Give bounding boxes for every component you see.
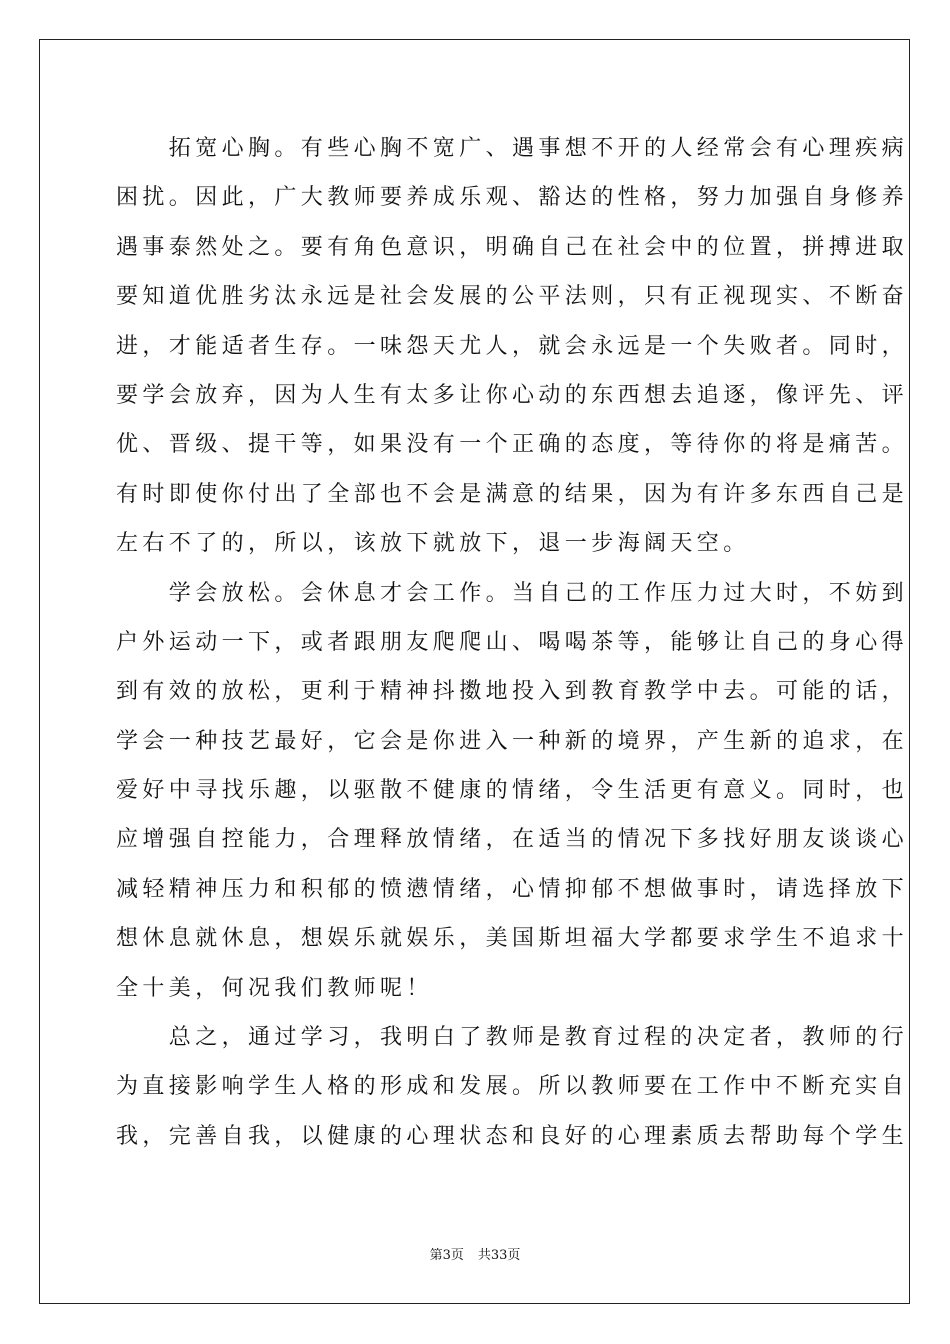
text-line: 应增强自控能力，合理释放情绪，在适当的情况下多找好朋友谈谈心: [116, 827, 909, 853]
text-line: 全十美，何况我们教师呢！: [116, 975, 433, 1001]
text-line: 想休息就休息，想娱乐就娱乐，美国斯坦福大学都要求学生不追求十: [116, 926, 909, 952]
text-line: 户外运动一下，或者跟朋友爬爬山、喝喝茶等，能够让自己的身心得: [116, 629, 909, 655]
text-line: 学会放松。会休息才会工作。当自己的工作压力过大时，不妨到: [116, 580, 909, 606]
text-line: 进，才能适者生存。一味怨天尤人，就会永远是一个失败者。同时，: [116, 333, 909, 359]
text-line: 总之，通过学习，我明白了教师是教育过程的决定者，教师的行: [116, 1025, 909, 1051]
text-line: 为直接影响学生人格的形成和发展。所以教师要在工作中不断充实自: [116, 1074, 909, 1100]
text-line: 减轻精神压力和积郁的愤懑情绪，心情抑郁不想做事时，请选择放下: [116, 876, 909, 902]
text-line: 爱好中寻找乐趣，以驱散不健康的情绪，令生活更有意义。同时，也: [116, 778, 909, 804]
text-line: 学会一种技艺最好，它会是你进入一种新的境界，产生新的追求，在: [116, 728, 909, 754]
text-line: 左右不了的，所以，该放下就放下，退一步海阔天空。: [116, 531, 750, 557]
text-line: 到有效的放松，更利于精神抖擞地投入到教育教学中去。可能的话，: [116, 679, 909, 705]
text-line: 困扰。因此，广大教师要养成乐观、豁达的性格，努力加强自身修养: [116, 185, 909, 211]
text-line: 拓宽心胸。有些心胸不宽广、遇事想不开的人经常会有心理疾病: [116, 136, 909, 161]
text-line: 我，完善自我，以健康的心理状态和良好的心理素质去帮助每个学生: [116, 1123, 909, 1149]
text-line: 要学会放弃，因为人生有太多让你心动的东西想去追逐，像评先、评: [116, 382, 909, 408]
document-body: [116, 124, 909, 1161]
text-line: 要知道优胜劣汰永远是社会发展的公平法则，只有正视现实、不断奋: [116, 284, 909, 310]
text-line: 有时即使你付出了全部也不会是满意的结果，因为有许多东西自己是: [116, 481, 909, 507]
text-line: 遇事泰然处之。要有角色意识，明确自己在社会中的位置，拼搏进取: [116, 234, 909, 260]
page-number-current: 第3页: [429, 1248, 464, 1263]
text-line: 优、晋级、提干等，如果没有一个正确的态度，等待你的将是痛苦。: [116, 432, 909, 458]
page-footer: [0, 1247, 950, 1265]
page-number-total: 共33页: [477, 1248, 521, 1263]
